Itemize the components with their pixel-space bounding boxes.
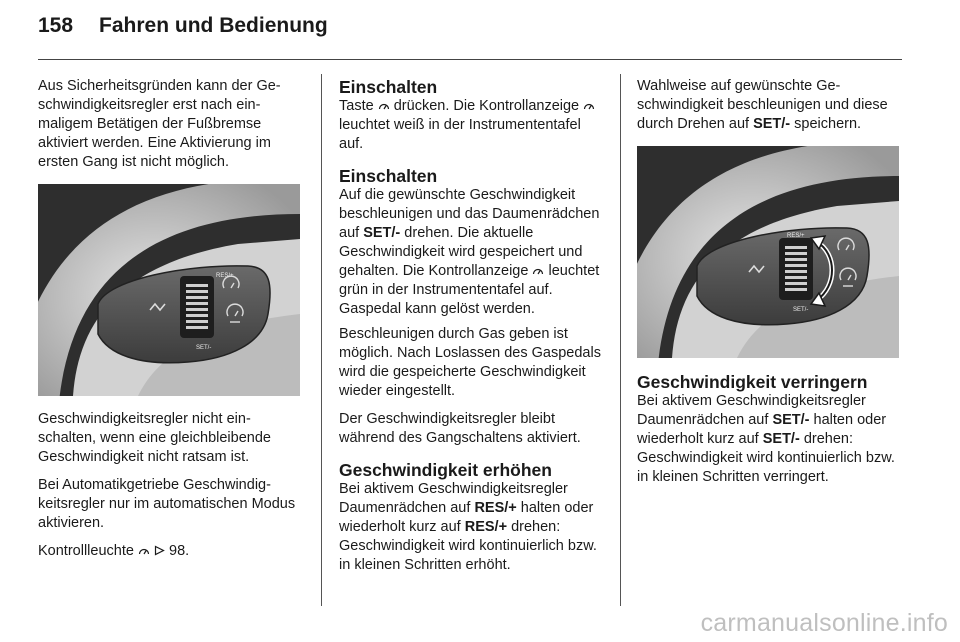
text-part: drehen: Geschwindigkeit wird kontinuierlich bzw. in kleinen Schritten erhöht. [339, 519, 597, 573]
set-label: SET/- [772, 412, 810, 428]
cruise-control-icon [378, 100, 390, 111]
text-part: halten oder wiederholt kurz auf [637, 412, 887, 447]
column-divider-2 [620, 74, 621, 606]
page-number: 158 [38, 14, 74, 37]
section-decrease-speed [637, 372, 899, 487]
text-part: Bei aktivem Geschwindigkeitsregler Daumenrädchen auf [637, 393, 866, 428]
res-label: RES/+ [474, 500, 517, 516]
res-label: RES/+ [464, 519, 508, 535]
increase-speed-text [339, 480, 603, 575]
text-part: Wahlweise auf gewünschte Geschwindigkeit beschleunigen und diese durch Drehen auf [637, 78, 888, 132]
column-2 [339, 77, 603, 581]
store-speed-paragraph [637, 77, 899, 134]
figure2-set-label: SET/- [793, 307, 809, 313]
cruise-control-icon [532, 265, 544, 276]
decrease-speed-text [637, 392, 899, 487]
switch-on-1-text [339, 97, 603, 154]
steering-wheel-figure-1 [38, 184, 300, 396]
set-label: SET/- [753, 116, 791, 132]
figure2-res-label: RES/+ [787, 233, 805, 239]
column-3 [637, 77, 899, 493]
text-part: Bei aktivem Geschwindigkeitsregler Daumenrädchen auf [339, 481, 568, 516]
automatic-paragraph: Bei Automatikgetriebe Geschwindigkeitsregler nur im automatischen Modus aktivieren. [38, 477, 296, 531]
set-label: SET/- [762, 431, 800, 447]
control-light-text: Kontrollleuchte [38, 543, 134, 559]
text-part: leuchtet grün in der Instrumententafel auf. Gaspedal kann gelöst werden. [339, 263, 600, 317]
heading-switch-on-2: Einschalten [339, 166, 438, 186]
column-1 [38, 77, 300, 570]
section-increase-speed [339, 460, 603, 575]
page-header [38, 14, 328, 38]
text-part: drücken. Die Kontrollanzeige [393, 98, 580, 114]
accelerate-paragraph: Beschleunigen durch Gas geben ist möglich. Nach Loslassen des Gaspedals wird die gespeicherte Geschwindigkeit wieder eingestellt. [339, 326, 601, 399]
text-part: leuchtet weiß in der Instrumententafel auf. [339, 117, 581, 152]
column-divider-1 [321, 74, 322, 606]
text-part: Taste [339, 98, 374, 114]
text-part: drehen: Geschwindigkeit wird kontinuierlich bzw. in kleinen Schritten verringert. [637, 431, 895, 485]
cruise-control-icon [138, 545, 150, 556]
header-rule [38, 59, 902, 60]
reference-arrow-icon [154, 545, 165, 556]
text-part: Auf die gewünschte Geschwindigkeit beschleunigen und das Daumenrädchen auf [339, 187, 600, 241]
text-part: halten oder wiederholt kurz auf [339, 500, 594, 535]
switch-on-2-text [339, 186, 603, 319]
section-switch-on-2 [339, 166, 603, 319]
safety-paragraph: Aus Sicherheitsgründen kann der Geschwindigkeitsregler erst nach einmaligem Betätigen der Fußbremse aktiviert werden. Eine Aktivierung im ersten Gang ist nicht möglich. [38, 78, 281, 170]
watermark: carmanualsonline.info [700, 609, 948, 637]
steering-wheel-figure-2 [637, 146, 899, 358]
heading-decrease-speed: Geschwindigkeit verringern [637, 372, 868, 392]
text-part: speichern. [794, 116, 862, 132]
shifting-paragraph: Der Geschwindigkeitsregler bleibt während des Gangschaltens aktiviert. [339, 411, 581, 446]
heading-switch-on-1: Einschalten [339, 77, 438, 97]
caution-paragraph: Geschwindigkeitsregler nicht einschalten, wenn eine gleichbleibende Geschwindigkeit nicht ratsam ist. [38, 411, 271, 465]
cruise-control-icon [583, 100, 595, 111]
heading-increase-speed: Geschwindigkeit erhöhen [339, 460, 552, 480]
section-switch-on-1 [339, 77, 603, 154]
page-title: Fahren und Bedienung [99, 14, 328, 37]
figure1-res-label: RES/+ [216, 273, 234, 279]
control-light-paragraph [38, 542, 300, 561]
reference-page[interactable]: 98. [169, 543, 190, 559]
figure1-set-label: SET/- [196, 345, 212, 351]
set-label: SET/- [363, 225, 401, 241]
text-part: drehen. Die aktuelle Geschwindigkeit wird gespeichert und gehalten. Die Kontrollanzeige [339, 225, 583, 279]
